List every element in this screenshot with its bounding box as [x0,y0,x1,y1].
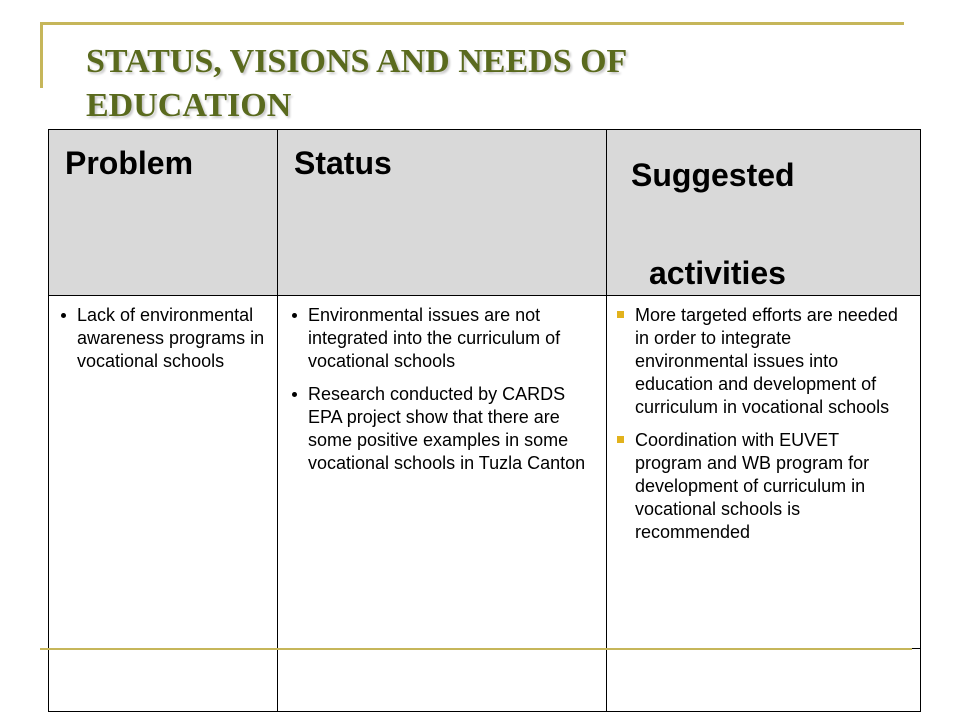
problem-cell [49,296,278,649]
header-problem-label: Problem [65,145,194,181]
problem-item [77,304,267,373]
slide-title [86,40,886,128]
slide-title-line-1: STATUS, VISIONS AND NEEDS OF [86,43,628,80]
header-suggested-label [607,130,920,295]
empty-cell [607,649,921,712]
status-cell [278,296,607,649]
header-row [49,130,921,296]
accent-line-bottom [40,648,912,650]
suggested-activities-cell [607,296,921,649]
empty-row [49,649,921,712]
status-list [278,296,606,475]
suggested-activity-item [635,304,908,419]
status-item [308,383,592,475]
suggested-activity-item [635,429,908,544]
accent-line-top [40,22,904,25]
header-status-label: Status [294,145,392,181]
content-row [49,296,921,649]
slide-title-line-2: EDUCATION [86,87,292,124]
problem-list [49,296,277,373]
header-problem [49,130,278,296]
status-item-text: Environmental issues are not integrated into the curriculum of vocational schools [308,305,561,371]
header-status [278,130,607,296]
header-suggested-line-1: Suggested [631,157,795,193]
round-bullet-icon [292,392,297,397]
header-suggested-line-2: activities [649,255,786,291]
empty-cell [278,649,607,712]
round-bullet-icon [61,313,66,318]
suggested-activities-list [607,296,920,544]
empty-cell [49,649,278,712]
square-bullet-icon [617,311,624,318]
suggested-activity-text: More targeted efforts are needed in order to integrate environmental issues into education and development of curriculum in vocational schools [635,305,898,417]
round-bullet-icon [292,313,297,318]
square-bullet-icon [617,436,624,443]
status-item-text: Research conducted by CARDS EPA project show that there are some positive examples in some vocational schools in Tuzla Canton [308,384,586,473]
header-suggested-activities [607,130,921,296]
suggested-activity-text: Coordination with EUVET program and WB program for development of curriculum in vocational schools is recommended [635,430,870,542]
problem-item-text: Lack of environmental awareness programs in vocational schools [77,305,265,371]
status-table [48,129,921,712]
status-item [308,304,592,373]
accent-line-left [40,22,43,88]
